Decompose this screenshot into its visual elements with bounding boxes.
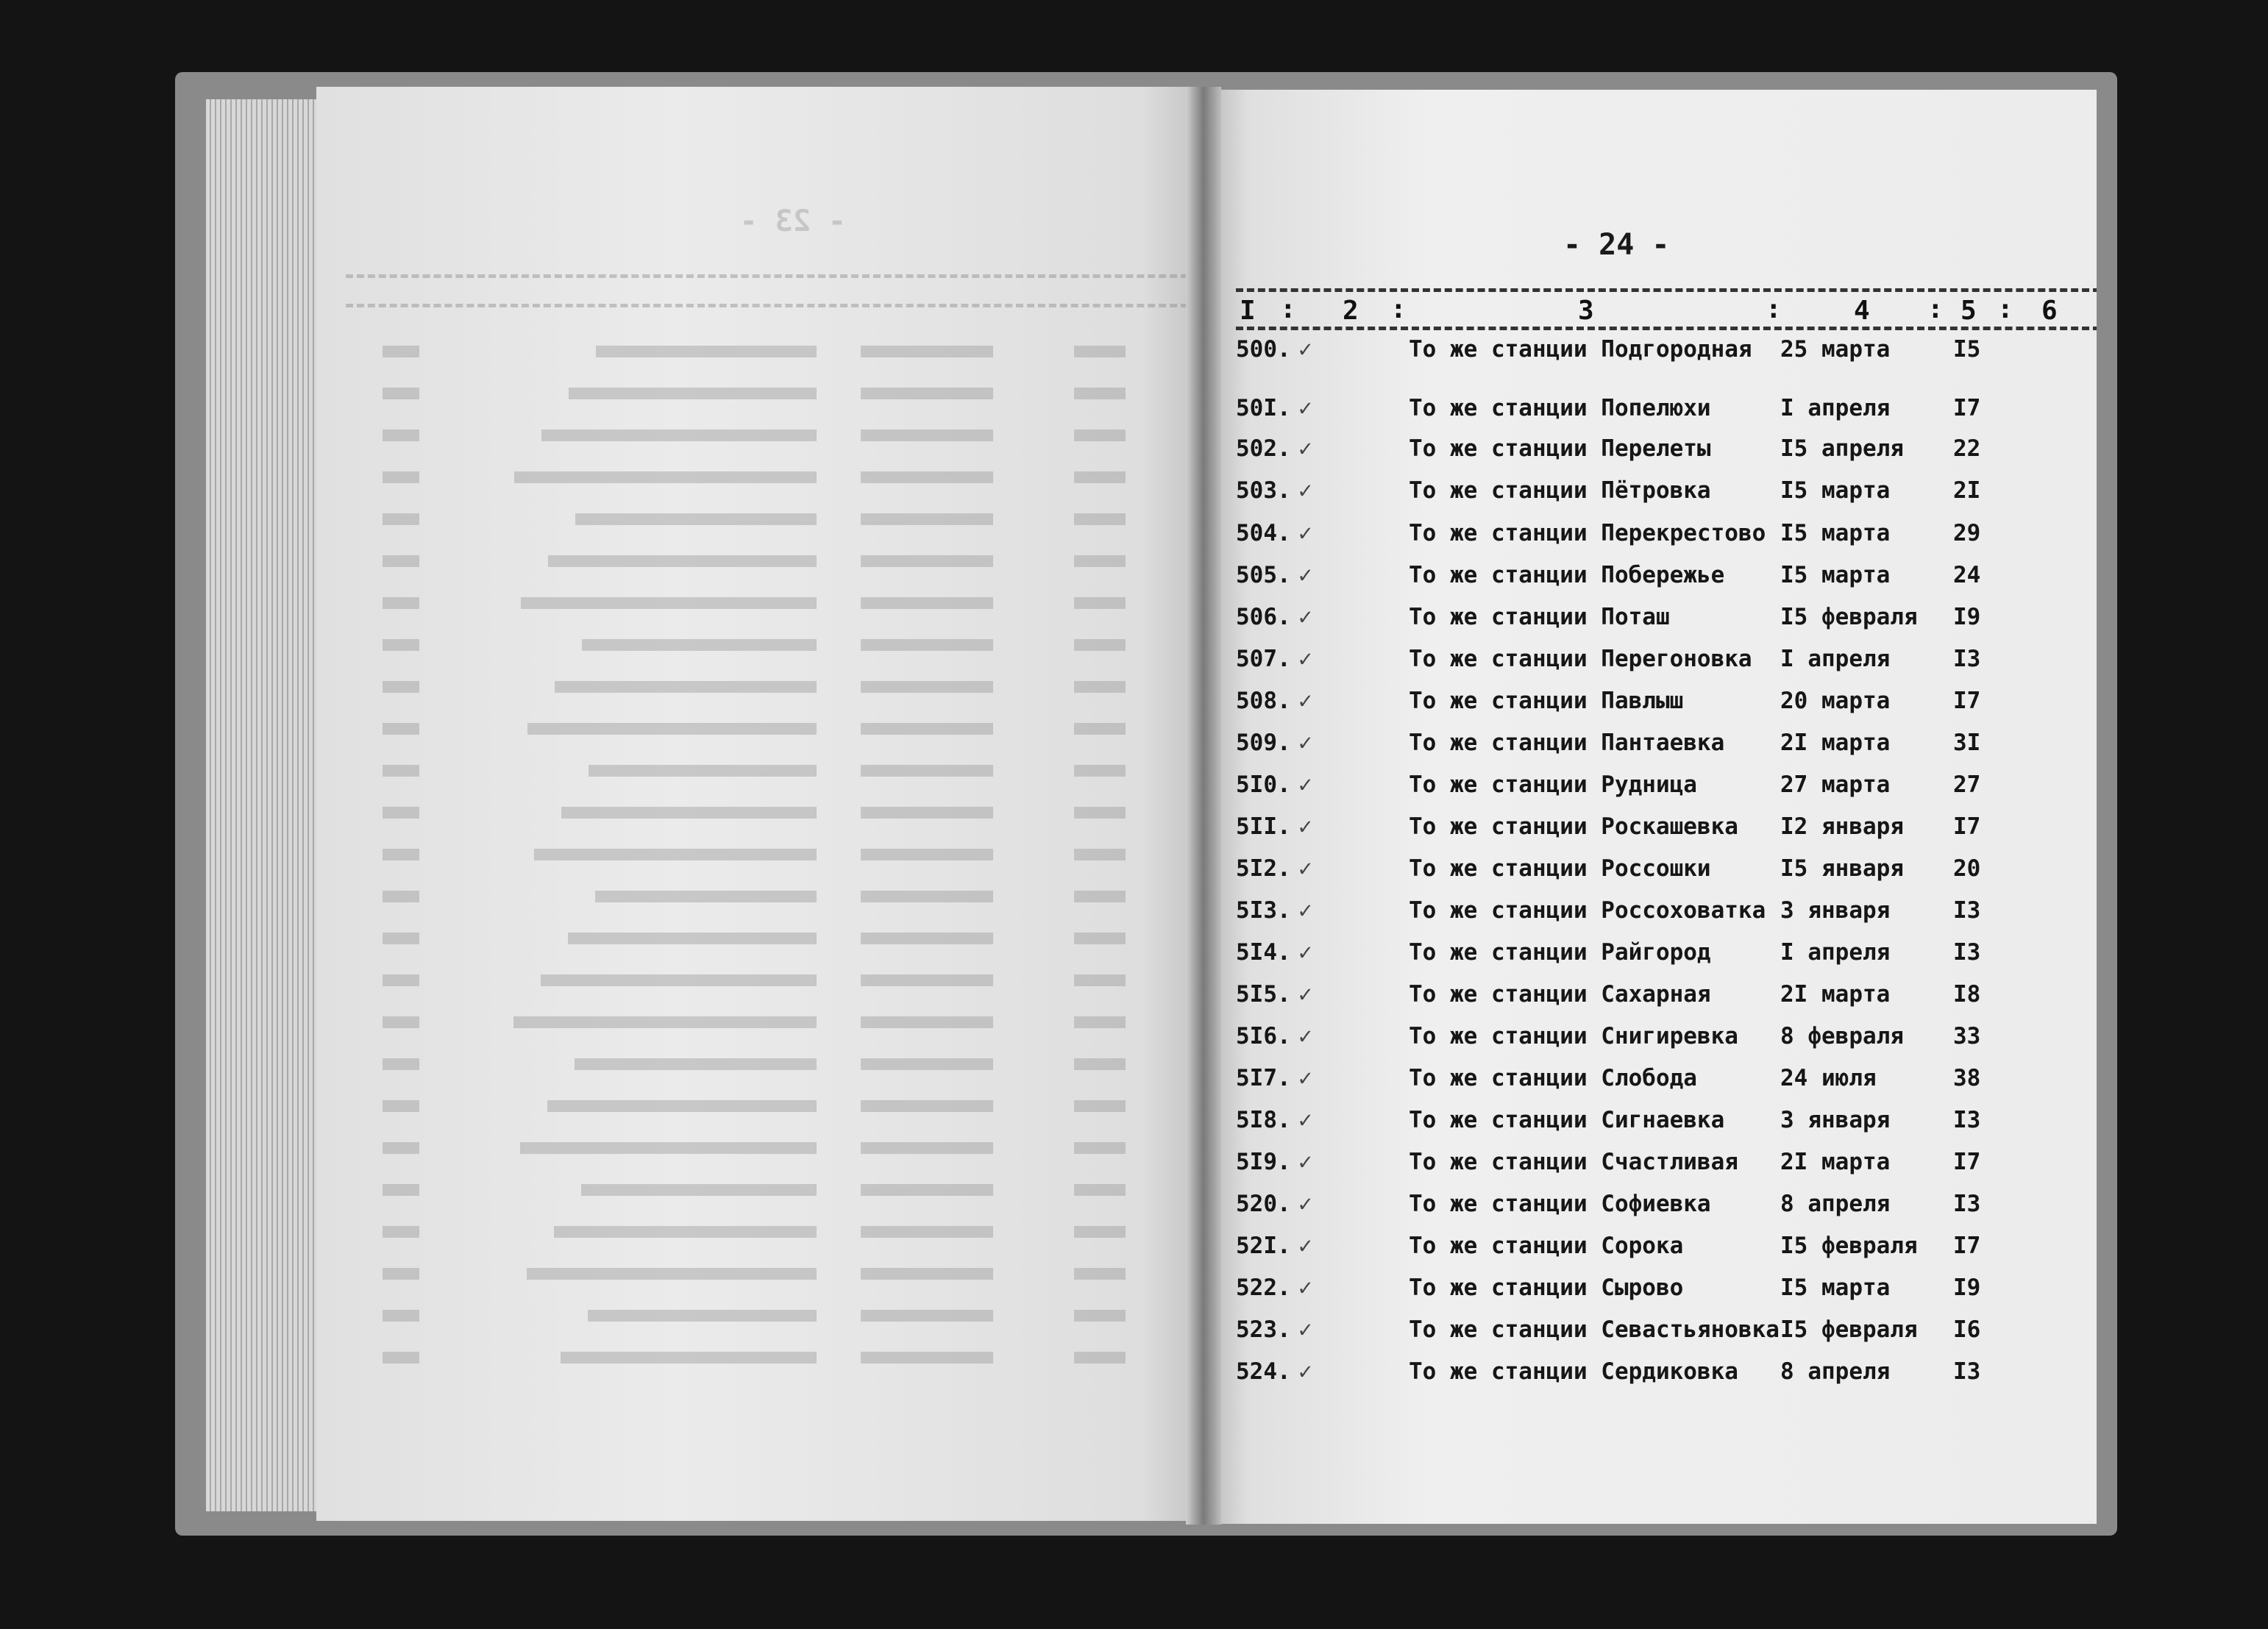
column-separator: : <box>1997 294 2013 324</box>
row-value: 3I <box>1953 730 1981 756</box>
row-date: 8 февраля <box>1780 1023 1904 1049</box>
table-row <box>1203 562 2097 599</box>
row-description: То же станции Слобода <box>1409 1065 1697 1091</box>
check-mark-icon: ✓ <box>1298 1149 1312 1175</box>
ghost-row <box>316 1259 1214 1288</box>
row-description: То же станции Пантаевка <box>1409 730 1725 756</box>
row-number: 504. <box>1236 520 1291 546</box>
row-value: I9 <box>1953 604 1981 630</box>
check-mark-icon: ✓ <box>1298 520 1312 546</box>
row-description: То же станции Россоховатка <box>1409 897 1766 924</box>
left-page <box>316 87 1214 1521</box>
ghost-row <box>316 505 1214 534</box>
row-number: 52I. <box>1236 1233 1291 1259</box>
row-number: 5I2. <box>1236 855 1291 882</box>
table-row <box>1203 604 2097 641</box>
check-mark-icon: ✓ <box>1298 1275 1312 1301</box>
row-date: 27 марта <box>1780 771 1891 798</box>
right-page <box>1203 90 2097 1524</box>
row-date: 24 июля <box>1780 1065 1877 1091</box>
row-date: 20 марта <box>1780 688 1891 714</box>
check-mark-icon: ✓ <box>1298 604 1312 630</box>
table-row <box>1203 477 2097 514</box>
table-row <box>1203 395 2097 432</box>
row-value: I7 <box>1953 813 1981 840</box>
row-date: I5 марта <box>1780 562 1891 588</box>
row-description: То же станции Счастливая <box>1409 1149 1738 1175</box>
table-row <box>1203 336 2097 373</box>
row-date: 3 января <box>1780 1107 1891 1133</box>
column-header-4: 4 <box>1854 296 1870 326</box>
row-date: I5 марта <box>1780 1275 1891 1301</box>
ghost-rule <box>346 274 1199 278</box>
table-row <box>1203 646 2097 682</box>
row-date: I апреля <box>1780 939 1891 966</box>
row-number: 524. <box>1236 1358 1291 1385</box>
ghost-row <box>316 1091 1214 1121</box>
row-number: 508. <box>1236 688 1291 714</box>
table-row <box>1203 1023 2097 1060</box>
row-number: 520. <box>1236 1191 1291 1217</box>
row-value: 22 <box>1953 435 1981 462</box>
table-row <box>1203 1107 2097 1144</box>
ghost-row <box>316 546 1214 576</box>
check-mark-icon: ✓ <box>1298 395 1312 421</box>
row-value: I7 <box>1953 395 1981 421</box>
column-header-6: 6 <box>2041 296 2058 326</box>
row-value: 38 <box>1953 1065 1981 1091</box>
row-value: I3 <box>1953 939 1981 966</box>
table-row <box>1203 771 2097 808</box>
ghost-row <box>316 630 1214 660</box>
row-description: То же станции Сахарная <box>1409 981 1711 1008</box>
ghost-row <box>316 924 1214 953</box>
ghost-row <box>316 1301 1214 1330</box>
ghost-row <box>316 379 1214 408</box>
check-mark-icon: ✓ <box>1298 1233 1312 1259</box>
check-mark-icon: ✓ <box>1298 1358 1312 1385</box>
row-value: I3 <box>1953 646 1981 672</box>
row-date: I5 марта <box>1780 520 1891 546</box>
row-number: 5I0. <box>1236 771 1291 798</box>
row-description: То же станции Сырово <box>1409 1275 1684 1301</box>
row-date: 2I марта <box>1780 981 1891 1008</box>
table-row <box>1203 730 2097 766</box>
row-number: 5I9. <box>1236 1149 1291 1175</box>
row-description: То же станции Софиевка <box>1409 1191 1711 1217</box>
column-separator: : <box>1766 294 1782 324</box>
row-date: I2 января <box>1780 813 1904 840</box>
row-number: 5I5. <box>1236 981 1291 1008</box>
check-mark-icon: ✓ <box>1298 1023 1312 1049</box>
ghost-row <box>316 966 1214 995</box>
row-value: I6 <box>1953 1316 1981 1343</box>
row-description: То же станции Поташ <box>1409 604 1670 630</box>
row-date: I апреля <box>1780 395 1891 421</box>
row-number: 500. <box>1236 336 1291 363</box>
row-number: 50I. <box>1236 395 1291 421</box>
row-value: 20 <box>1953 855 1981 882</box>
row-value: 2I <box>1953 477 1981 504</box>
check-mark-icon: ✓ <box>1298 1065 1312 1091</box>
row-date: 25 марта <box>1780 336 1891 363</box>
table-row <box>1203 1316 2097 1353</box>
table-row <box>1203 1149 2097 1186</box>
bleed-through-text <box>316 87 1214 1521</box>
row-value: I3 <box>1953 1358 1981 1385</box>
row-number: 505. <box>1236 562 1291 588</box>
row-description: То же станции Подгородная <box>1409 336 1752 363</box>
ghost-row <box>316 840 1214 869</box>
row-value: I5 <box>1953 336 1981 363</box>
row-value: I9 <box>1953 1275 1981 1301</box>
ghost-row <box>316 756 1214 785</box>
ghost-rule <box>346 304 1199 307</box>
row-description: То же станции Снигиревка <box>1409 1023 1738 1049</box>
book-spine <box>1186 87 1221 1525</box>
column-header-2: 2 <box>1343 296 1359 326</box>
row-date: 2I марта <box>1780 1149 1891 1175</box>
row-number: 5I3. <box>1236 897 1291 924</box>
row-number: 523. <box>1236 1316 1291 1343</box>
row-value: I7 <box>1953 1233 1981 1259</box>
row-description: То же станции Перекрестово <box>1409 520 1766 546</box>
row-number: 5I6. <box>1236 1023 1291 1049</box>
row-description: То же станции Побережье <box>1409 562 1725 588</box>
row-date: 2I марта <box>1780 730 1891 756</box>
row-value: I3 <box>1953 1191 1981 1217</box>
column-header-1: I <box>1240 296 1256 326</box>
ghost-row <box>316 1133 1214 1163</box>
ghost-row <box>316 798 1214 827</box>
check-mark-icon: ✓ <box>1298 1191 1312 1217</box>
row-date: 8 апреля <box>1780 1191 1891 1217</box>
table-row <box>1203 855 2097 892</box>
ghost-row <box>316 1175 1214 1205</box>
row-date: I5 января <box>1780 855 1904 882</box>
page-number: - 24 - <box>1563 228 1670 262</box>
ghost-row <box>316 1049 1214 1079</box>
table-row <box>1203 981 2097 1018</box>
row-number: 502. <box>1236 435 1291 462</box>
ghost-row <box>316 1008 1214 1037</box>
ghost-page-number: - 23 - <box>739 204 846 238</box>
check-mark-icon: ✓ <box>1298 813 1312 840</box>
ghost-row <box>316 588 1214 618</box>
row-description: То же станции Сорока <box>1409 1233 1684 1259</box>
check-mark-icon: ✓ <box>1298 1107 1312 1133</box>
table-rule-bottom <box>1236 327 2097 330</box>
table-row <box>1203 520 2097 557</box>
ghost-row <box>316 421 1214 450</box>
row-description: То же станции Райгород <box>1409 939 1711 966</box>
row-description: То же станции Сердиковка <box>1409 1358 1738 1385</box>
check-mark-icon: ✓ <box>1298 1316 1312 1343</box>
row-number: 5I8. <box>1236 1107 1291 1133</box>
row-number: 5II. <box>1236 813 1291 840</box>
table-row <box>1203 1191 2097 1227</box>
column-separator: : <box>1390 294 1407 324</box>
ghost-row <box>316 1217 1214 1247</box>
check-mark-icon: ✓ <box>1298 646 1312 672</box>
row-value: I3 <box>1953 1107 1981 1133</box>
row-number: 5I4. <box>1236 939 1291 966</box>
row-description: То же станции Россошки <box>1409 855 1711 882</box>
table-row <box>1203 1065 2097 1102</box>
row-date: I5 февраля <box>1780 1316 1918 1343</box>
row-date: I5 апреля <box>1780 435 1904 462</box>
ghost-row <box>316 714 1214 744</box>
ghost-row <box>316 1343 1214 1372</box>
row-number: 522. <box>1236 1275 1291 1301</box>
row-description: То же станции Пётровка <box>1409 477 1711 504</box>
check-mark-icon: ✓ <box>1298 981 1312 1008</box>
row-description: То же станции Севастьяновка <box>1409 1316 1780 1343</box>
row-number: 5I7. <box>1236 1065 1291 1091</box>
row-description: То же станции Роскашевка <box>1409 813 1738 840</box>
check-mark-icon: ✓ <box>1298 562 1312 588</box>
check-mark-icon: ✓ <box>1298 771 1312 798</box>
row-description: То же станции Павлыш <box>1409 688 1684 714</box>
column-separator: : <box>1280 294 1296 324</box>
row-value: 29 <box>1953 520 1981 546</box>
row-number: 503. <box>1236 477 1291 504</box>
column-header-5: 5 <box>1960 296 1977 326</box>
check-mark-icon: ✓ <box>1298 435 1312 462</box>
row-date: I5 февраля <box>1780 604 1918 630</box>
row-date: I5 марта <box>1780 477 1891 504</box>
row-value: I3 <box>1953 897 1981 924</box>
table-row <box>1203 1275 2097 1311</box>
row-date: 3 января <box>1780 897 1891 924</box>
row-description: То же станции Сигнаевка <box>1409 1107 1725 1133</box>
row-description: То же станции Попелюхи <box>1409 395 1711 421</box>
row-description: То же станции Рудница <box>1409 771 1697 798</box>
row-number: 509. <box>1236 730 1291 756</box>
check-mark-icon: ✓ <box>1298 336 1312 363</box>
column-header-3: 3 <box>1578 296 1594 326</box>
check-mark-icon: ✓ <box>1298 855 1312 882</box>
table-row <box>1203 1358 2097 1395</box>
row-value: I8 <box>1953 981 1981 1008</box>
row-number: 507. <box>1236 646 1291 672</box>
table-row <box>1203 1233 2097 1269</box>
row-date: I апреля <box>1780 646 1891 672</box>
row-description: То же станции Перегоновка <box>1409 646 1752 672</box>
check-mark-icon: ✓ <box>1298 688 1312 714</box>
table-row <box>1203 897 2097 934</box>
row-description: То же станции Перелеты <box>1409 435 1711 462</box>
row-date: I5 февраля <box>1780 1233 1918 1259</box>
ghost-row <box>316 882 1214 911</box>
row-date: 8 апреля <box>1780 1358 1891 1385</box>
check-mark-icon: ✓ <box>1298 477 1312 504</box>
ghost-row <box>316 672 1214 702</box>
table-row <box>1203 939 2097 976</box>
ghost-row <box>316 463 1214 492</box>
column-separator: : <box>1927 294 1944 324</box>
row-value: I7 <box>1953 688 1981 714</box>
table-rule-top <box>1236 288 2097 292</box>
row-number: 506. <box>1236 604 1291 630</box>
ghost-row <box>316 337 1214 366</box>
check-mark-icon: ✓ <box>1298 897 1312 924</box>
table-row <box>1203 813 2097 850</box>
row-value: 24 <box>1953 562 1981 588</box>
table-row <box>1203 435 2097 472</box>
check-mark-icon: ✓ <box>1298 939 1312 966</box>
table-row <box>1203 688 2097 724</box>
check-mark-icon: ✓ <box>1298 730 1312 756</box>
row-value: 27 <box>1953 771 1981 798</box>
row-value: 33 <box>1953 1023 1981 1049</box>
row-value: I7 <box>1953 1149 1981 1175</box>
